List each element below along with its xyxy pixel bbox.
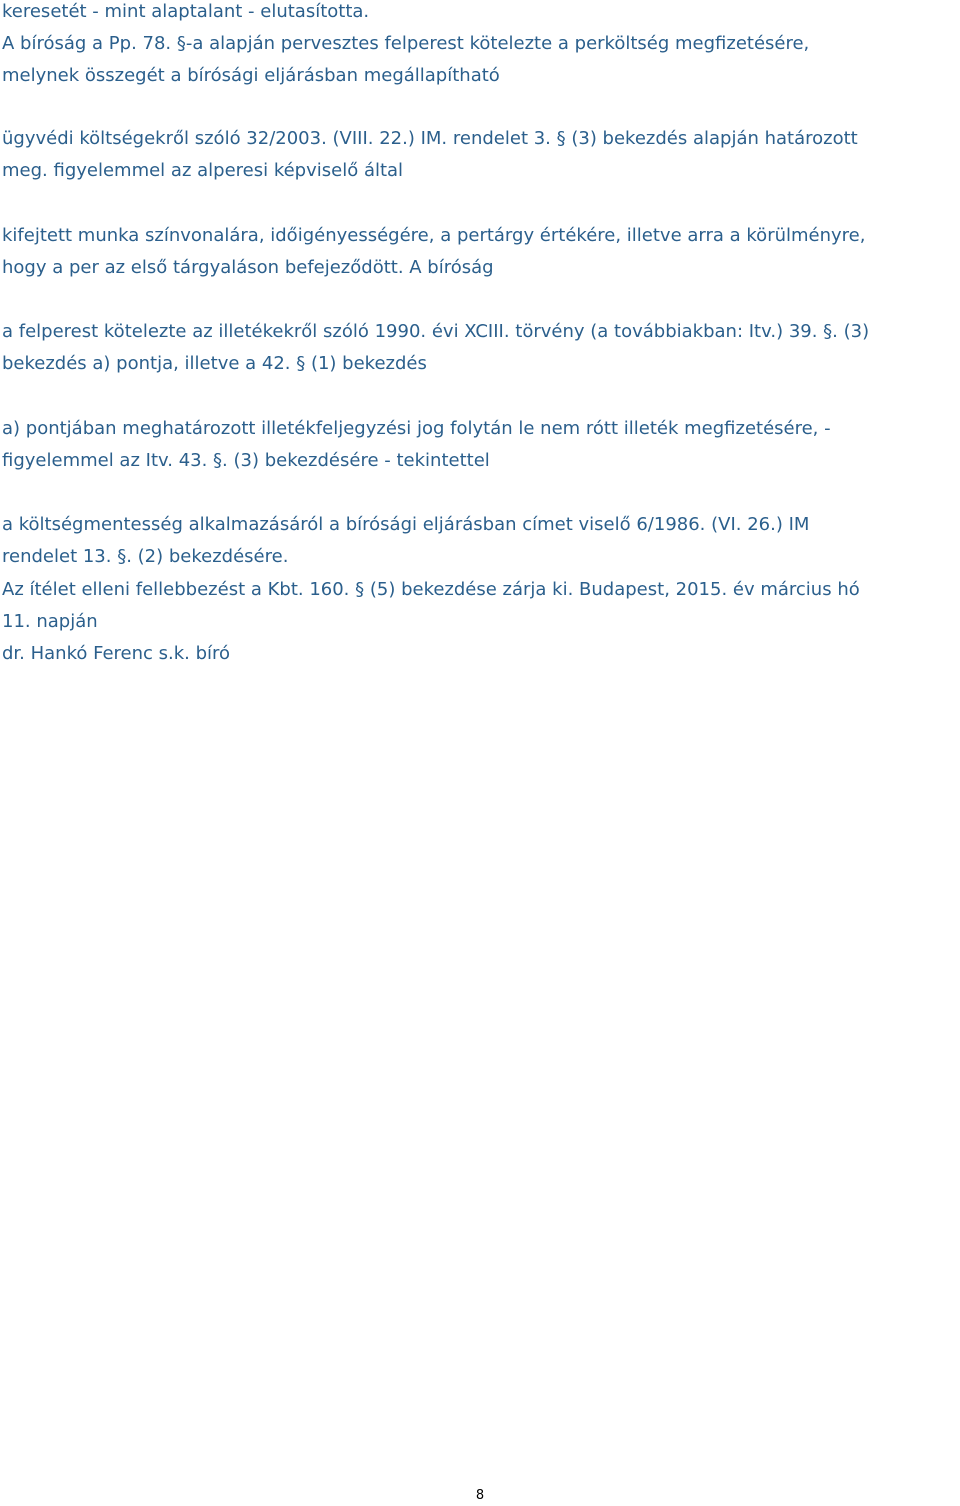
text-line-3: melynek összegét a bírósági eljárásban megállapítható: [2, 65, 500, 86]
page-number: 8: [475, 1488, 485, 1503]
text-line-12: a költségmentesség alkalmazásáról a bírósági eljárásban címet viselő 6/1986. (VI. 26.) IM: [2, 514, 810, 535]
text-line-4: ügyvédi költségekről szóló 32/2003. (VIII. 22.) IM. rendelet 3. § (3) bekezdés alapján határozott: [2, 128, 858, 149]
signature-line: dr. Hankó Ferenc s.k. bíró: [2, 643, 231, 664]
text-line-15: 11. napján: [2, 611, 98, 632]
text-line-1: keresetét - mint alaptalant - elutasította.: [2, 1, 370, 22]
text-line-7: hogy a per az első tárgyaláson befejeződött. A bíróság: [2, 257, 494, 278]
text-line-14: Az ítélet elleni fellebbezést a Kbt. 160. § (5) bekezdése zárja ki. Budapest, 2015. év március hó: [2, 579, 860, 600]
text-line-10: a) pontjában meghatározott illetékfeljegyzési jog folytán le nem rótt illeték megfizetésére, -: [2, 418, 831, 439]
text-line-8: a felperest kötelezte az illetékekről szóló 1990. évi XCIII. törvény (a továbbiakban: Itv.) 39. §. (3): [2, 321, 870, 342]
text-line-5: meg. figyelemmel az alperesi képviselő által: [2, 160, 404, 181]
text-line-6: kifejtett munka színvonalára, időigényességére, a pertárgy értékére, illetve arra a körülményre,: [2, 225, 866, 246]
text-line-11: figyelemmel az Itv. 43. §. (3) bekezdésére - tekintettel: [2, 450, 490, 471]
text-line-2: A bíróság a Pp. 78. §-a alapján pervesztes felperest kötelezte a perköltség megfizetésére,: [2, 33, 810, 54]
text-line-13: rendelet 13. §. (2) bekezdésére.: [2, 546, 289, 567]
text-line-9: bekezdés a) pontja, illetve a 42. § (1) bekezdés: [2, 353, 427, 374]
